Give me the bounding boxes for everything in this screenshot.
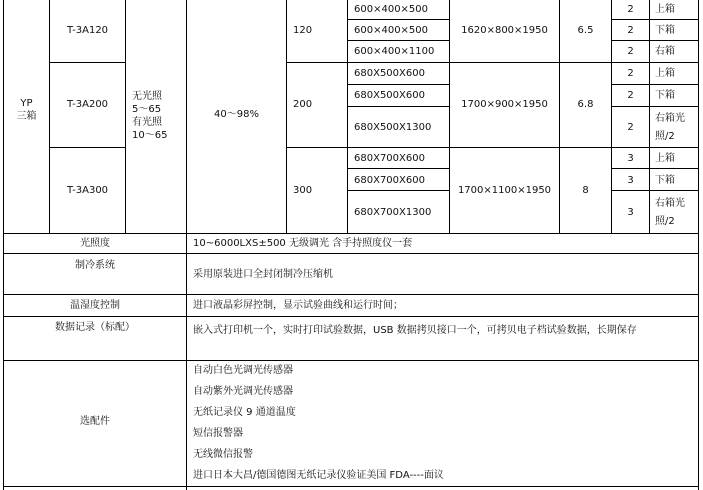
box-size: 680X500X600 [354,68,425,79]
power-value: 6.8 [577,99,594,110]
shelf-count: 3 [627,207,634,218]
spec-label: 温湿度控制 [70,300,120,311]
shelf-count: 3 [627,175,634,186]
spec-value: 嵌入式打印机一个，实时打印试验数据，USB 数据拷贝接口一个，可拷贝电子档试验数据，长期保存 [193,325,637,336]
outer-size: 1620×800×1950 [461,25,548,36]
box-size: 680X700X1300 [354,207,432,218]
shelf-count: 2 [627,122,634,133]
box-position: 上箱 [655,153,675,164]
model-capacity: 120 [293,25,313,36]
box-position: 右箱 [655,46,675,57]
option-item: 无线微信报警 [193,449,253,460]
shelf-count: 2 [627,90,634,101]
box-position: 上箱 [655,68,675,79]
shelf-count: 3 [627,153,634,164]
humidity-range: 40～98% [214,109,259,120]
box-size: 680X500X1300 [354,122,432,133]
box-position: 下箱 [655,175,675,186]
power-value: 6.5 [577,25,594,36]
option-item: 进口日本大昌/德国德图无纸记录仪验证美国 FDA----面议 [193,470,444,481]
spec-value: 采用原装进口全封闭制冷压缩机 [193,269,333,280]
power-value: 8 [582,185,589,196]
option-item: 自动紫外光调光传感器 [193,386,293,397]
spec-value: 10~6000LXS±500 无级调光 含手持照度仪一套 [193,238,413,249]
spec-label: 光照度 [80,238,110,249]
model-name: T-3A200 [66,99,109,110]
spec-value: 进口液晶彩屏控制，显示试验曲线和运行时间； [193,300,403,311]
spec-label: 制冷系统 [75,260,115,271]
box-position: 下箱 [655,25,675,36]
box-size: 680X700X600 [354,153,425,164]
box-size: 600×400×500 [354,25,429,36]
box-size: 600×400×1100 [354,46,435,57]
shelf-count: 2 [627,46,634,57]
model-capacity: 200 [293,99,313,110]
outer-size: 1700×900×1950 [461,99,548,110]
box-position: 上箱 [655,4,675,15]
shelf-count: 2 [627,4,634,15]
shelf-count: 2 [627,25,634,36]
box-size: 680X700X600 [354,175,425,186]
option-item: 自动白色光调光传感器 [193,365,293,376]
box-position: 右箱光 照/2 [655,198,685,227]
box-size: 600×400×500 [354,4,429,15]
model-name: T-3A120 [66,25,109,36]
spec-label: 数据记录（标配） [55,322,135,333]
outer-size: 1700×1100×1950 [457,185,552,196]
shelf-count: 2 [627,68,634,79]
lighting-range: 无光照 5～65 有光照 10～65 [132,91,168,141]
options-label: 选配件 [80,416,110,427]
series-label: YP 三箱 [16,98,37,122]
model-capacity: 300 [293,185,313,196]
box-size: 680X500X600 [354,90,425,101]
box-position: 下箱 [655,90,675,101]
option-item: 短信报警器 [193,428,243,439]
box-position: 右箱光 照/2 [655,113,685,142]
model-name: T-3A300 [66,185,109,196]
option-item: 无纸记录仪 9 通道温度 [193,407,296,418]
